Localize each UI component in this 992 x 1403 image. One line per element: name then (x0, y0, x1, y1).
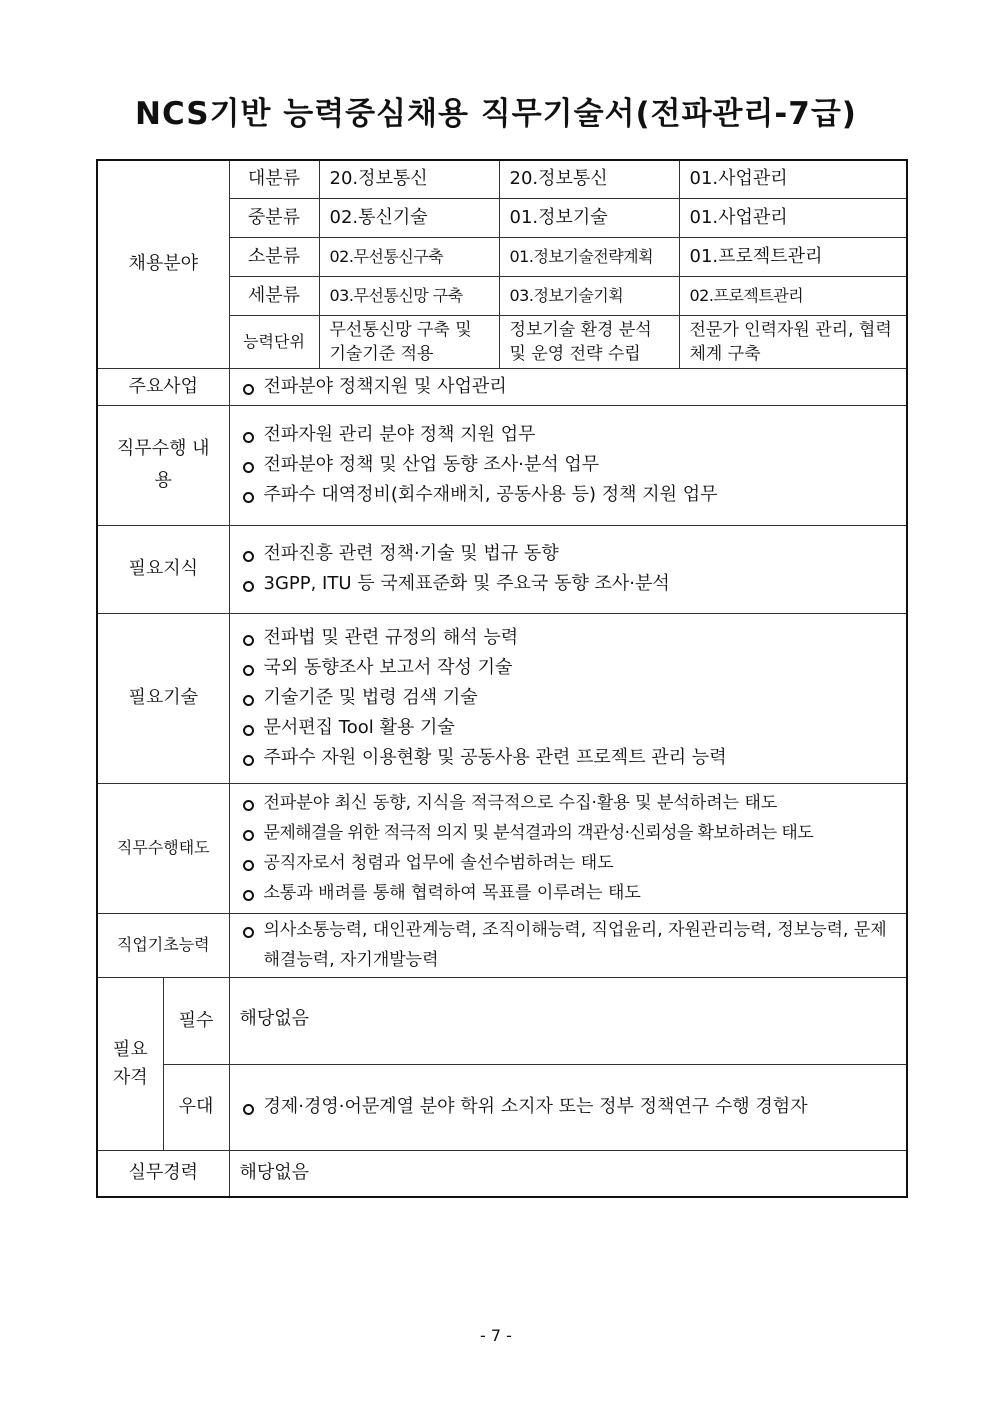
required-value: 해당없음 (229, 977, 907, 1064)
attitude-label: 직무수행태도 (97, 783, 229, 913)
skill-item: 전파법 및 관련 규정의 해석 능력 (240, 623, 897, 653)
class-value: 02.통신기술 (319, 198, 499, 237)
class-value: 03.무선통신망 구축 (319, 276, 499, 315)
duties-row (97, 405, 907, 525)
class-label: 능력단위 (229, 315, 319, 368)
class-value: 02.무선통신구축 (319, 237, 499, 276)
class-value: 20.정보통신 (499, 160, 679, 198)
qualification-label: 필요 자격 (112, 1038, 148, 1088)
qualification-preferred-row (97, 1064, 907, 1150)
experience-value: 해당없음 (229, 1150, 907, 1197)
experience-label: 실무경력 (97, 1150, 229, 1197)
skill-item: 국외 동향조사 보고서 작성 기술 (240, 653, 897, 683)
class-label: 대분류 (229, 160, 319, 198)
main-business-label: 주요사업 (97, 368, 229, 405)
duty-item: 주파수 대역정비(회수재배치, 공동사용 등) 정책 지원 업무 (240, 480, 897, 510)
duty-item: 전파자원 관리 분야 정책 지원 업무 (240, 420, 897, 450)
class-value: 01.정보기술 (499, 198, 679, 237)
knowledge-item: 3GPP, ITU 등 국제표준화 및 주요국 동향 조사·분석 (240, 569, 897, 599)
class-value: 01.사업관리 (679, 160, 907, 198)
class-value: 01.프로젝트관리 (679, 237, 907, 276)
class-row-major (97, 160, 907, 198)
skill-item: 문서편집 Tool 활용 기술 (240, 713, 897, 743)
skill-item: 기술기준 및 법령 검색 기술 (240, 683, 897, 713)
duties-label: 직무수행 내용 (116, 438, 210, 491)
class-value: 01.사업관리 (679, 198, 907, 237)
preferred-label: 우대 (163, 1064, 229, 1150)
basic-abilities-row (97, 913, 907, 977)
job-description-table (96, 159, 908, 1198)
required-label: 필수 (163, 977, 229, 1064)
page-title: NCS기반 능력중심채용 직무기술서(전파관리-7급) (135, 96, 857, 132)
skills-label: 필요기술 (97, 613, 229, 783)
skills-row (97, 613, 907, 783)
class-value: 정보기술 환경 분석 및 운영 전략 수립 (499, 315, 679, 368)
skill-item: 주파수 자원 이용현황 및 공동사용 관련 프로젝트 관리 능력 (240, 743, 897, 773)
preferred-item: 경제·경영·어문계열 분야 학위 소지자 또는 정부 정책연구 수행 경험자 (240, 1092, 897, 1122)
attitude-item: 문제해결을 위한 적극적 의지 및 분석결과의 객관성·신뢰성을 확보하려는 태도 (240, 818, 897, 848)
class-value: 03.정보기술기획 (499, 276, 679, 315)
attitude-item: 소통과 배려를 통해 협력하여 목표를 이루려는 태도 (240, 878, 897, 908)
attitude-item: 전파분야 최신 동향, 지식을 적극적으로 수집·활용 및 분석하려는 태도 (240, 788, 897, 818)
recruit-field-label: 채용분야 (97, 160, 229, 368)
basic-abilities-label: 직업기초능력 (97, 913, 229, 977)
knowledge-label: 필요지식 (97, 525, 229, 613)
qualification-required-row (97, 977, 907, 1064)
duty-item: 전파분야 정책 및 산업 동향 조사·분석 업무 (240, 450, 897, 480)
class-value: 01.정보기술전략계획 (499, 237, 679, 276)
basic-ability-item: 의사소통능력, 대인관계능력, 조직이해능력, 직업윤리, 자원관리능력, 정보능력, 문제해결능력, 자기개발능력 (240, 915, 897, 975)
knowledge-item: 전파진흥 관련 정책·기술 및 법규 동향 (240, 539, 897, 569)
class-value: 20.정보통신 (319, 160, 499, 198)
class-label: 중분류 (229, 198, 319, 237)
class-value: 무선통신망 구축 및 기술기준 적용 (319, 315, 499, 368)
knowledge-row (97, 525, 907, 613)
page-number: - 7 - (480, 1326, 512, 1345)
attitude-row (97, 783, 907, 913)
main-business-item: 전파분야 정책지원 및 사업관리 (240, 372, 897, 402)
experience-row (97, 1150, 907, 1197)
class-value: 전문가 인력자원 관리, 협력체계 구축 (679, 315, 907, 368)
class-value: 02.프로젝트관리 (679, 276, 907, 315)
main-business-row (97, 368, 907, 405)
class-label: 세분류 (229, 276, 319, 315)
attitude-item: 공직자로서 청렴과 업무에 솔선수범하려는 태도 (240, 848, 897, 878)
class-label: 소분류 (229, 237, 319, 276)
